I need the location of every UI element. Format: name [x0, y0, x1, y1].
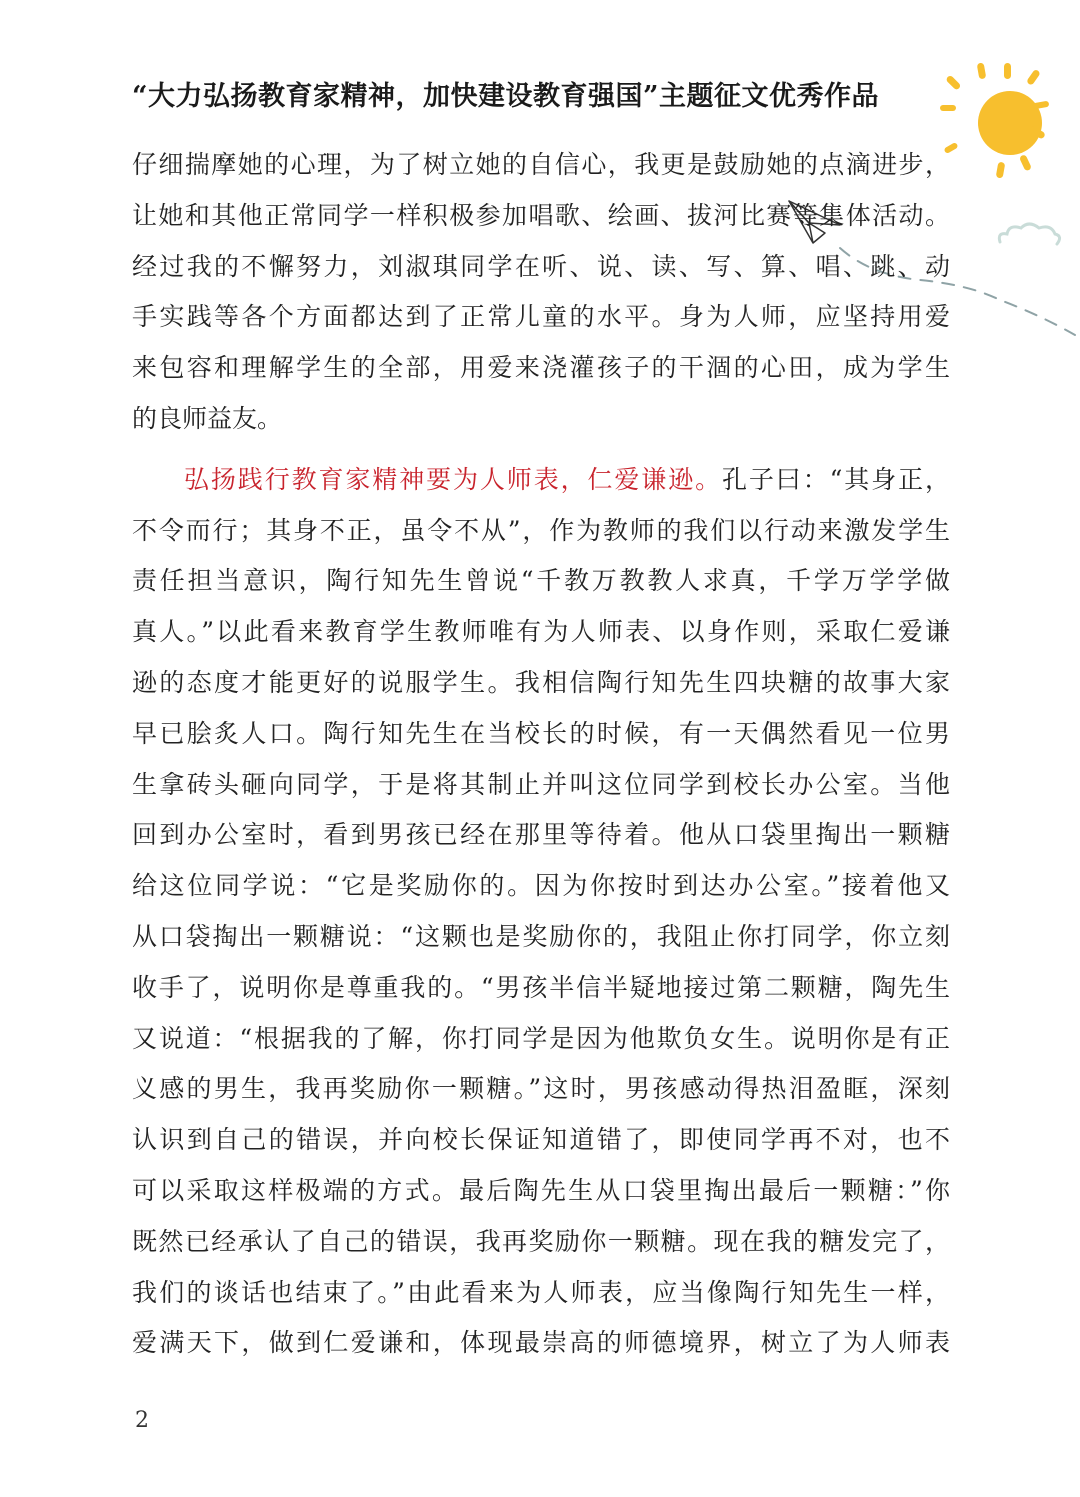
text-line: 回到办公室时，看到男孩已经在那里等待着。他从口袋里掏出一颗糖 [132, 820, 950, 850]
text-line: 又说道：“根据我的了解，你打同学是因为他欺负女生。说明你是有正 [132, 1023, 950, 1053]
text-run: 孔子曰：“其身正， [722, 464, 950, 494]
text-line: 让她和其他正常同学一样积极参加唱歌、绘画、拔河比赛等集体活动。 [132, 200, 950, 230]
text-line: 不令而行；其身不正，虽令不从”，作为教师的我们以行动来激发学生 [132, 515, 950, 545]
text-line: 认识到自己的错误，并向校长保证知道错了，即使同学再不对，也不 [132, 1125, 950, 1155]
article-body [132, 140, 950, 1369]
text-line: 收手了，说明你是尊重我的。“男孩半信半疑地接过第二颗糖，陶先生 [132, 972, 950, 1002]
paragraph-1 [132, 140, 950, 445]
text-line: 我们的谈话也结束了。”由此看来为人师表，应当像陶行知先生一样， [132, 1277, 950, 1307]
paragraph-2 [132, 455, 950, 1369]
text-line: 给这位同学说：“它是奖励你的。因为你按时到达办公室。”接着他又 [132, 871, 950, 901]
highlighted-thesis: 弘扬践行教育家精神要为人师表，仁爱谦逊。 [184, 464, 722, 494]
text-line: 爱满天下，做到仁爱谦和，体现最崇高的师德境界，树立了为人师表 [132, 1328, 950, 1358]
text-line: 来包容和理解学生的全部，用爱来浇灌孩子的干涸的心田，成为学生 [132, 353, 950, 383]
text-line: 仔细揣摩她的心理，为了树立她的自信心，我更是鼓励她的点滴进步， [132, 150, 950, 179]
text-line: 手实践等各个方面都达到了正常儿童的水平。身为人师，应坚持用爱 [132, 302, 950, 332]
text-line: 可以采取这样极端的方式。最后陶先生从口袋里掏出最后一颗糖：”你 [132, 1175, 950, 1205]
text-line: 责任担当意识，陶行知先生曾说“千教万教教人求真，千学万学学做 [132, 566, 950, 596]
text-line: 早已脍炙人口。陶行知先生在当校长的时候，有一天偶然看见一位男 [132, 718, 950, 748]
text-line: 逊的态度才能更好的说服学生。我相信陶行知先生四块糖的故事大家 [132, 667, 950, 697]
text-line: 真人。”以此看来教育学生教师唯有为人师表、以身作则，采取仁爱谦 [132, 617, 950, 647]
document-title: “大力弘扬教育家精神，加快建设教育强国”主题征文优秀作品 [132, 81, 880, 112]
text-line: 从口袋掏出一颗糖说：“这颗也是奖励你的，我阻止你打同学，你立刻 [132, 921, 950, 951]
text-line: 义感的男生，我再奖励你一颗糖。”这时，男孩感动得热泪盈眶，深刻 [132, 1074, 950, 1104]
text-line: 生拿砖头砸向同学，于是将其制止并叫这位同学到校长办公室。当他 [132, 769, 950, 799]
text-line-first [132, 455, 950, 506]
page-number: 2 [135, 1408, 149, 1433]
text-line: 的良师益友。 [132, 403, 283, 433]
text-line: 经过我的不懈努力，刘淑琪同学在听、说、读、写、算、唱、跳、动 [132, 251, 950, 281]
text-line: 既然已经承认了自己的错误，我再奖励你一颗糖。现在我的糖发完了， [132, 1226, 950, 1256]
